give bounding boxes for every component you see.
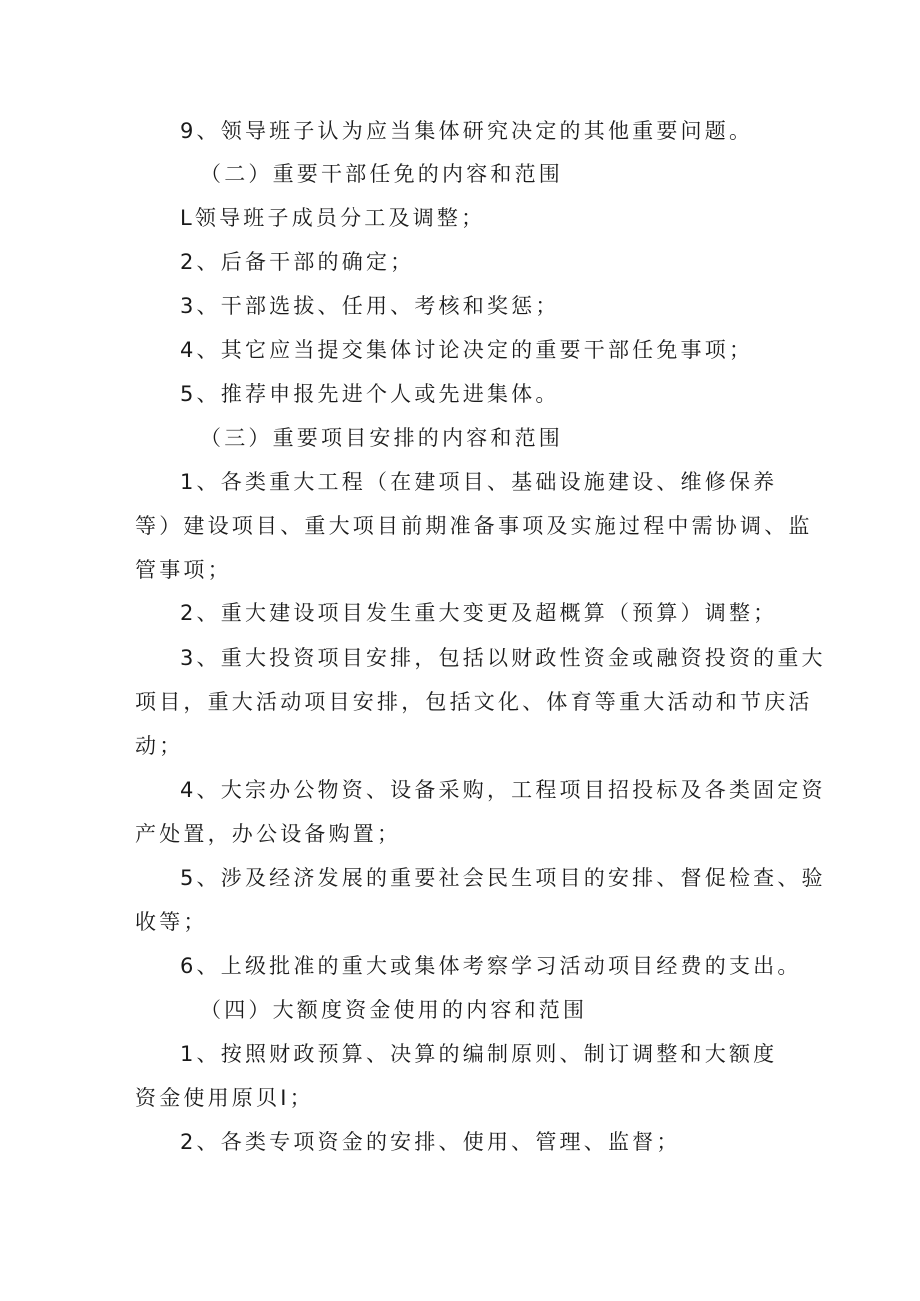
section-heading: （四）大额度资金使用的内容和范围 xyxy=(200,998,588,1022)
text-line: 等）建设项目、重大项目前期准备事项及实施过程中需协调、监 xyxy=(135,514,813,538)
text-line: 1、各类重大工程（在建项目、基础设施建设、维修保养 xyxy=(180,470,778,494)
section-heading: （二）重要干部任免的内容和范围 xyxy=(200,162,563,186)
text-line: 5、推荐申报先进个人或先进集体。 xyxy=(180,382,560,406)
text-line: 产处置，办公设备购置； xyxy=(135,822,402,846)
text-line: 1、按照财政预算、决算的编制原则、制订调整和大额度 xyxy=(180,1042,778,1066)
text-line: 3、干部选拔、任用、考核和奖惩； xyxy=(180,294,560,318)
text-line: 动； xyxy=(135,734,184,758)
text-line: 2、重大建设项目发生重大变更及超概算（预算）调整； xyxy=(180,601,778,625)
text-line: 2、后备干部的确定； xyxy=(180,250,415,274)
text-line: 6、上级批准的重大或集体考察学习活动项目经费的支出。 xyxy=(180,954,802,978)
text-line: 管事项； xyxy=(135,558,232,582)
text-line: 4、其它应当提交集体讨论决定的重要干部任免事项； xyxy=(180,338,754,362)
text-line: 收等； xyxy=(135,910,208,934)
text-line: 3、重大投资项目安排，包括以财政性资金或融资投资的重大 xyxy=(180,646,826,670)
text-line: 2、各类专项资金的安排、使用、管理、监督； xyxy=(180,1130,681,1154)
text-line: 9、领导班子认为应当集体研究决定的其他重要问题。 xyxy=(180,119,754,143)
text-line: 5、涉及经济发展的重要社会民生项目的安排、督促检查、验 xyxy=(180,866,826,890)
text-line: 项目，重大活动项目安排，包括文化、体育等重大活动和节庆活 xyxy=(135,690,813,714)
text-line: 资金使用原贝I； xyxy=(135,1086,314,1110)
text-line: 4、大宗办公物资、设备采购，工程项目招投标及各类固定资 xyxy=(180,778,826,802)
section-heading: （三）重要项目安排的内容和范围 xyxy=(200,426,563,450)
text-line: L领导班子成员分工及调整； xyxy=(180,206,486,230)
